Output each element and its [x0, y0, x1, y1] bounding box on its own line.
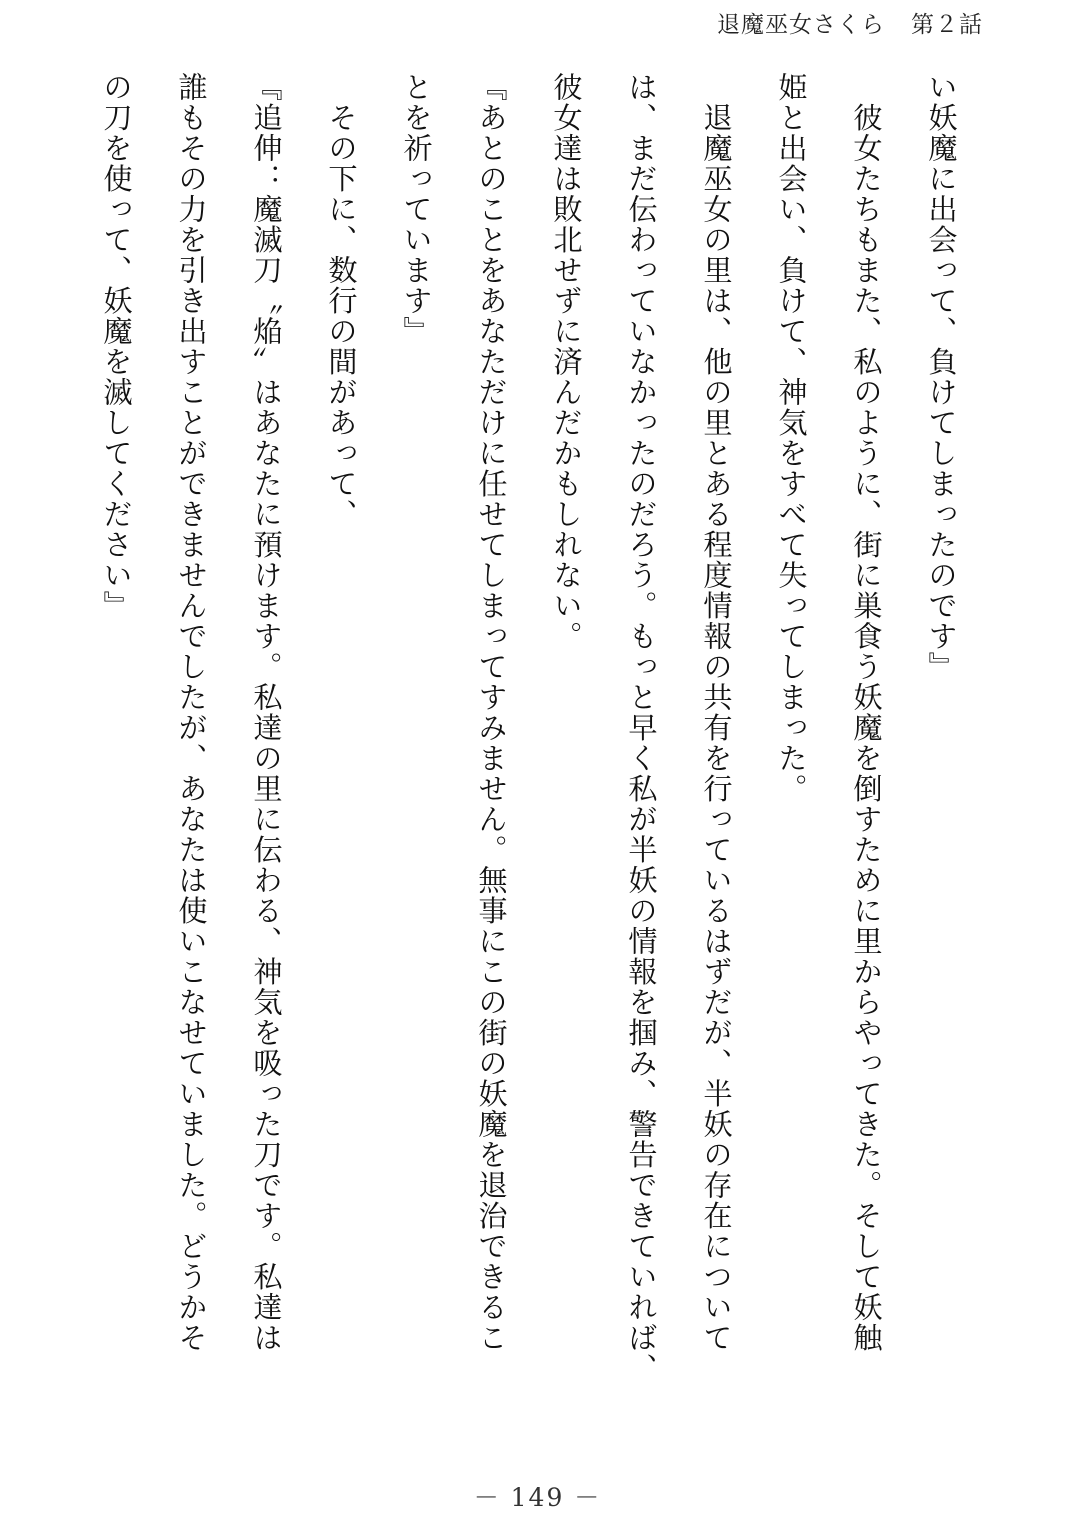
- vertical-body-text: [98, 72, 978, 1452]
- running-header: [717, 6, 983, 39]
- text-line-11: 誰もその力を引き出すことができませんでしたが、あなたは使いこなせていました。どうかそ: [174, 72, 208, 1353]
- text-line-12: の刀を使って、妖魔を滅してください』: [99, 72, 133, 621]
- chapter-label: 第２話: [911, 12, 983, 38]
- text-line-7: 『あとのことをあなただけに任せてしまってすみません。無事にこの街の妖魔を退治できるこ: [474, 72, 508, 1353]
- text-line-4: 退魔巫女の里は、他の里とある程度情報の共有を行っているはずだが、半妖の存在について: [699, 72, 733, 1353]
- text-line-5: は、まだ伝わっていなかったのだろう。もっと早く私が半妖の情報を掴み、警告できていれば、: [624, 72, 658, 1384]
- text-line-9: その下に、数行の間があって、: [324, 72, 358, 530]
- text-line-3: 姫と出会い、負けて、神気をすべて失ってしまった。: [774, 72, 808, 804]
- page-number: － 149 －: [473, 1483, 602, 1512]
- text-line-8: とを祈っています』: [399, 72, 433, 347]
- text-line-6: 彼女達は敗北せずに済んだかもしれない。: [549, 72, 583, 652]
- book-title: 退魔巫女さくら: [717, 12, 885, 38]
- text-line-2: 彼女たちもまた、私のように、街に巣食う妖魔を倒すために里からやってきた。そして妖触: [849, 72, 883, 1353]
- text-line-10: 『追伸：魔滅刀〝焔〟はあなたに預けます。私達の里に伝わる、神気を吸った刀です。私達は: [249, 72, 283, 1353]
- text-line-1: い妖魔に出会って、負けてしまったのです』: [924, 72, 958, 682]
